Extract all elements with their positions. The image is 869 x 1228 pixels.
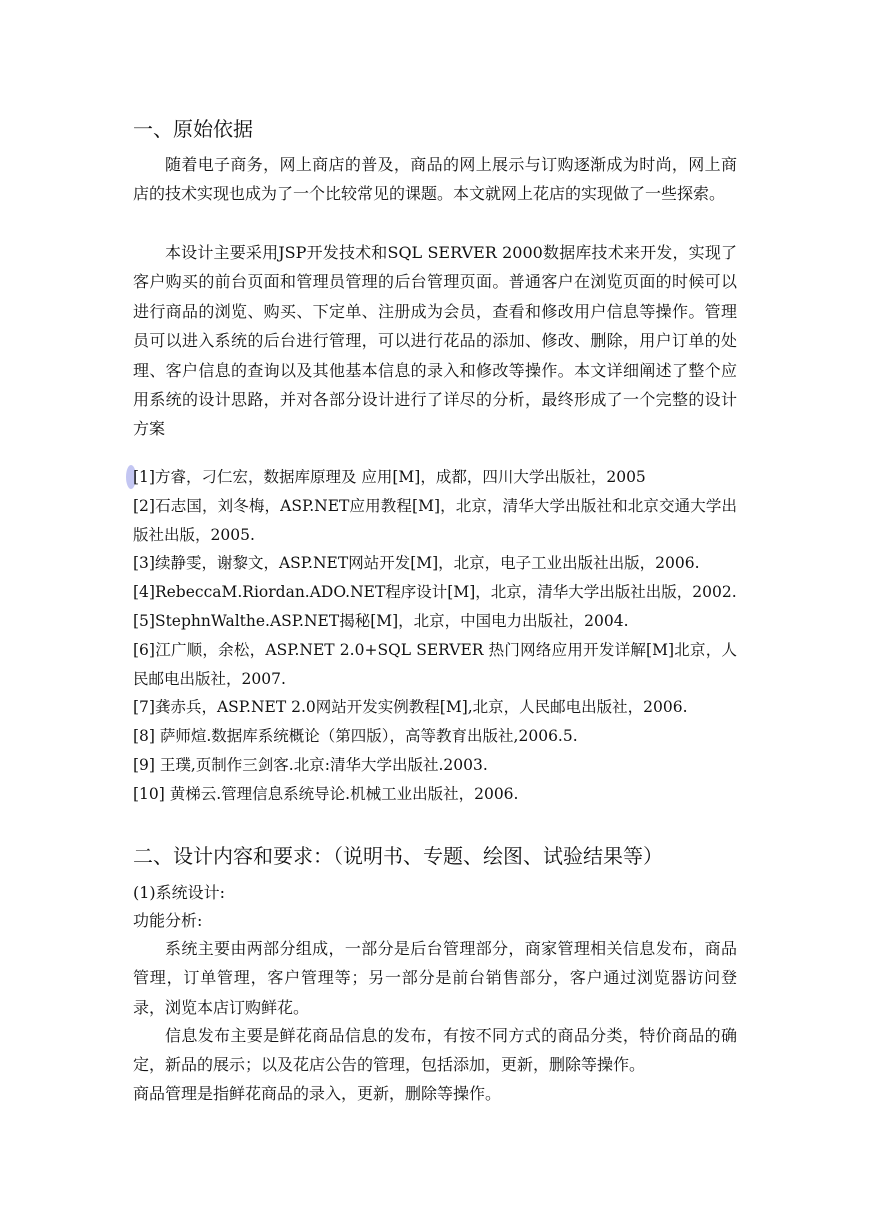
- subheading-system-design: (1)系统设计:: [133, 883, 226, 902]
- paragraph-product-management: 商品管理是指鲜花商品的录入，更新，删除等操作。: [133, 1084, 502, 1103]
- reference-item: [4]RebeccaM.Riordan.ADO.NET程序设计[M]，北京，清华大学出版社出版，2002.: [133, 583, 737, 602]
- section-heading-original-basis: 一、原始依据: [133, 117, 253, 141]
- reference-list: [133, 463, 737, 809]
- paragraph-system-composition: 系统主要由两部分组成，一部分是后台管理部分，商家管理相关信息发布，商品管理，订单管理，客户管理等；另一部分是前台销售部分，客户通过浏览器访问登录，浏览本店订购鲜花。: [133, 939, 737, 1017]
- reference-item: [3]续静雯，谢黎文，ASP.NET网站开发[M]，北京，电子工业出版社出版，2006.: [133, 554, 700, 573]
- reference-item: [7]龚赤兵，ASP.NET 2.0网站开发实例教程[M],北京，人民邮电出版社，2006.: [133, 698, 688, 717]
- subheading-function-analysis: 功能分析:: [133, 911, 203, 930]
- paragraph-design-summary: 本设计主要采用JSP开发技术和SQL SERVER 2000数据库技术来开发，实现了客户购买的前台页面和管理员管理的后台管理页面。普通客户在浏览页面的时候可以进行商品的浏览、购买、下定单、注册成为会员，查看和修改用户信息等操作。管理员可以进入系统的后台进行管理，可以进行花品的添加、修改、删除，用户订单的处理、客户信息的查询以及其他基本信息的录入和修改等操作。本文详细阐述了整个应用系统的设计思路，并对各部分设计进行了详尽的分析，最终形成了一个完整的设计方案: [133, 243, 737, 439]
- reference-item: [1]方睿，刁仁宏，数据库原理及 应用[M]，成都，四川大学出版社，2005: [133, 468, 646, 486]
- paragraph-info-publishing: 信息发布主要是鲜花商品信息的发布，有按不同方式的商品分类，特价商品的确定，新品的展示；以及花店公告的管理，包括添加，更新，删除等操作。: [133, 1026, 737, 1075]
- paragraph-intro: 随着电子商务，网上商店的普及，商品的网上展示与订购逐渐成为时尚，网上商店的技术实现也成为了一个比较常见的课题。本文就网上花店的实现做了一些探索。: [133, 155, 737, 204]
- reference-item: [5]StephnWalthe.ASP.NET揭秘[M]，北京，中国电力出版社，2004.: [133, 611, 629, 630]
- reference-item: [10] 黄梯云.管理信息系统导论.机械工业出版社，2006.: [133, 784, 519, 803]
- reference-item: [8] 萨师煊.数据库系统概论（第四版），高等教育出版社,2006.5.: [133, 727, 578, 746]
- section-heading-design-content: 二、设计内容和要求：（说明书、专题、绘图、试验结果等）: [133, 844, 663, 868]
- reference-item: [6]江广顺，余松，ASP.NET 2.0+SQL SERVER 热门网络应用开发详解[M]北京，人民邮电出版社，2007.: [133, 640, 737, 688]
- reference-item: [2]石志国，刘冬梅，ASP.NET应用教程[M]，北京，清华大学出版社和北京交通大学出版社出版，2005.: [133, 496, 737, 544]
- reference-item: [9] 王璞,页制作三剑客.北京:清华大学出版社.2003.: [133, 755, 488, 774]
